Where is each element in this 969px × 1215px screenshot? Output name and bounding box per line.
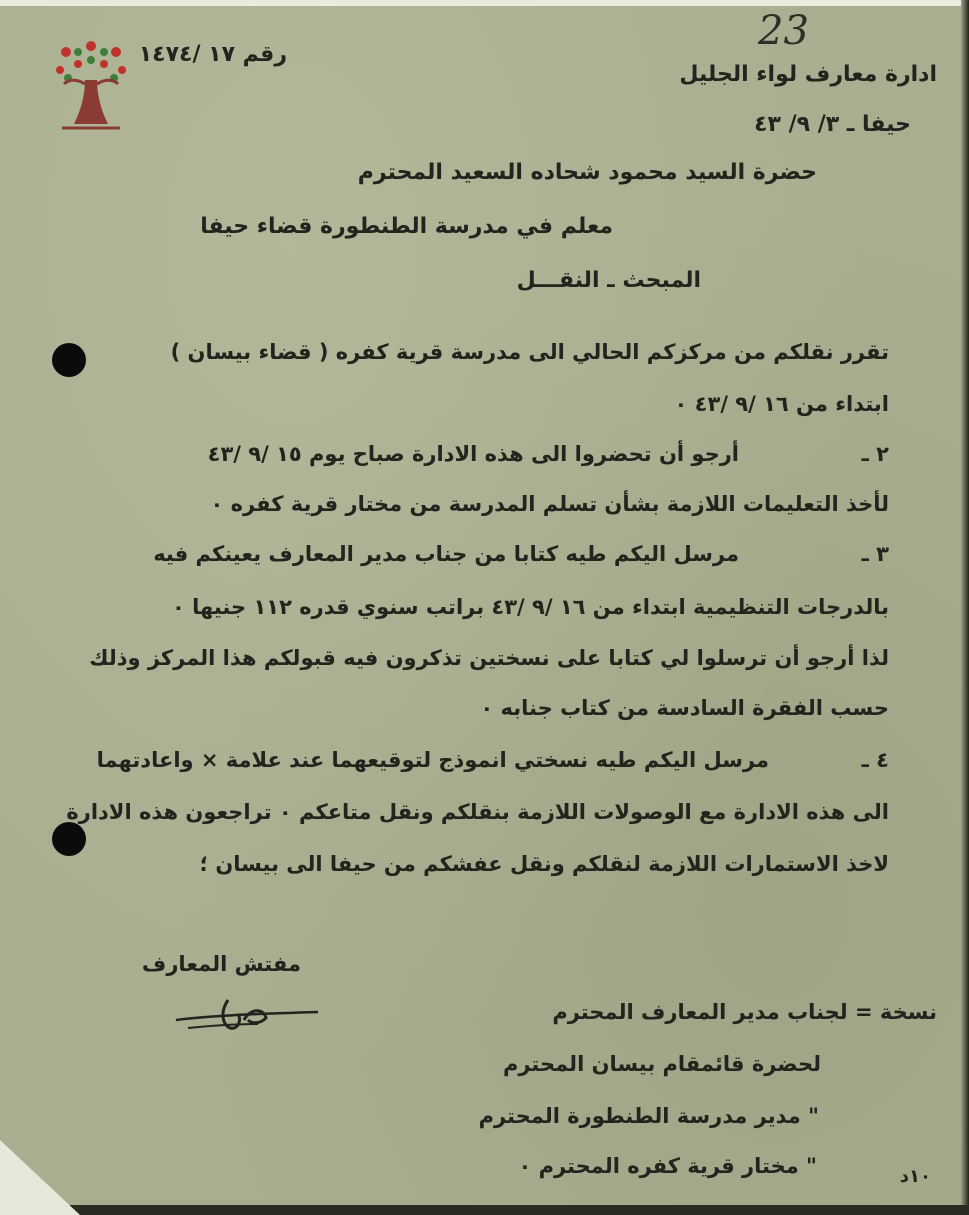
- punch-hole-icon: [52, 343, 86, 377]
- subject-line: المبحث ـ النقـــل: [516, 268, 701, 293]
- tree-logo-icon: [52, 38, 130, 134]
- paragraph-4-number: ٤ ـ: [861, 748, 889, 772]
- paragraph-3-line-4: حسب الفقرة السادسة من كتاب جنابه ٠: [480, 696, 889, 720]
- paragraph-1-line-1: تقرر نقلكم من مركزكم الحالي الى مدرسة قرية كفره ( قضاء بيسان ): [170, 340, 889, 364]
- reference-number: رقم ١٧ /١٤٧٤: [138, 42, 287, 67]
- paragraph-3-line-1: مرسل اليكم طيه كتابا من جناب مدير المعارف يعينكم فيه: [153, 542, 739, 566]
- paragraph-3-line-2: بالدرجات التنظيمية ابتداء من ١٦ /٩ /٤٣ براتب سنوي قدره ١١٢ جنيها ٠: [171, 595, 889, 619]
- office-name: ادارة معارف لواء الجليل: [679, 62, 937, 87]
- copy-line-2: لحضرة قائمقام بيسان المحترم: [502, 1052, 821, 1076]
- handwritten-page-number: 23: [758, 8, 809, 54]
- paragraph-4-line-2: الى هذه الادارة مع الوصولات اللازمة بنقلكم ونقل متاعكم ٠ تراجعون هذه الادارة: [66, 800, 889, 824]
- copy-line-4: " مختار قرية كفره المحترم ٠: [518, 1154, 817, 1178]
- paragraph-2-number: ٢ ـ: [861, 442, 889, 466]
- copy-line-3: " مدير مدرسة الطنطورة المحترم: [478, 1104, 819, 1128]
- paragraph-4-line-1: مرسل اليكم طيه نسختي انموذج لتوقيعهما عند علامة × واعادتهما: [96, 748, 769, 772]
- signatory-title: مفتش المعارف: [141, 952, 301, 976]
- paragraph-2-line-1: أرجو أن تحضروا الى هذه الادارة صباح يوم ١٥ /٩ /٤٣: [207, 442, 739, 466]
- paragraph-3-line-3: لذا أرجو أن ترسلوا لي كتابا على نسختين تذكرون فيه قبولكم هذا المركز وذلك: [89, 646, 889, 670]
- folded-corner: [0, 1140, 80, 1215]
- addressee-name: حضرة السيد محمود شحاده السعيد المحترم: [357, 160, 817, 185]
- paragraph-2-line-2: لأخذ التعليمات اللازمة بشأن تسلم المدرسة من مختار قرية كفره ٠: [210, 492, 889, 516]
- paragraph-1-line-2: ابتداء من ١٦ /٩ /٤٣ ٠: [674, 392, 889, 416]
- scan-edge-bottom: [0, 1205, 969, 1215]
- paragraph-4-line-3: لاخذ الاستمارات اللازمة لنقلكم ونقل عفشكم من حيفا الى بيسان ؛: [199, 852, 889, 876]
- signature-scribble: [168, 990, 328, 1040]
- scan-edge-right: [961, 0, 969, 1215]
- scan-edge-top: [0, 0, 969, 6]
- footer-code: ١٠د: [899, 1166, 931, 1187]
- addressee-position: معلم في مدرسة الطنطورة قضاء حيفا: [200, 214, 613, 239]
- copy-line-1: نسخة = لجناب مدير المعارف المحترم: [552, 1000, 937, 1024]
- paragraph-3-number: ٣ ـ: [861, 542, 889, 566]
- punch-hole-icon: [52, 822, 86, 856]
- place-date: حيفا ـ ٣/ ٩/ ٤٣: [754, 112, 911, 137]
